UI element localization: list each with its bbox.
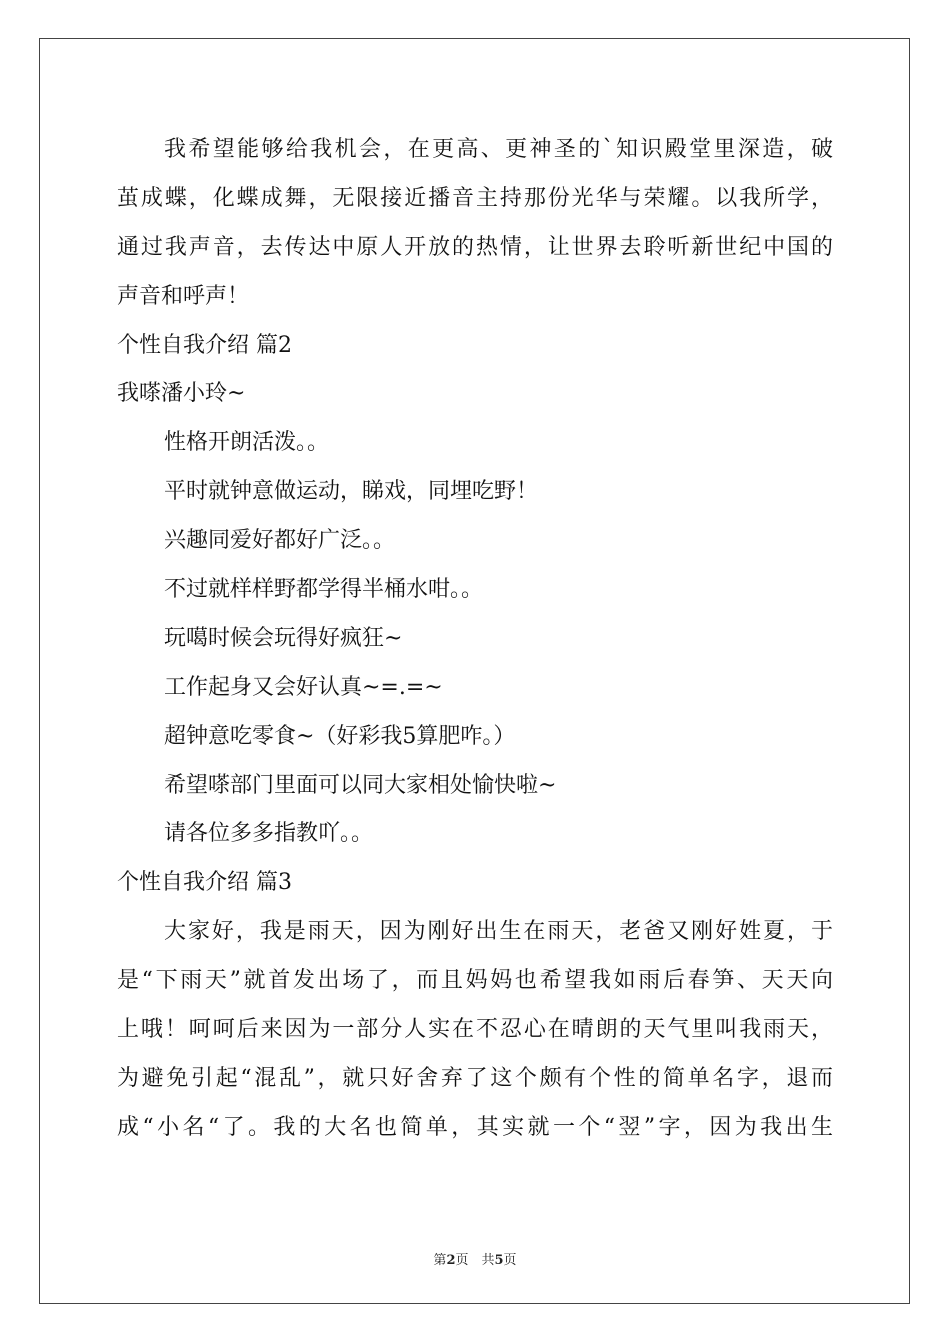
list-item: 玩噶时候会玩得好疯狂~: [164, 625, 403, 651]
paragraph-line: 上哦！呵呵后来因为一部分人实在不忍心在晴朗的天气里叫我雨天，: [117, 1017, 833, 1043]
paragraph-line: 声音和呼声！: [117, 283, 250, 309]
paragraph-line: 大家好，我是雨天，因为刚好出生在雨天，老爸又刚好姓夏，于: [164, 919, 833, 945]
list-item: 超钟意吃零食~（好彩我5算肥咋。）: [164, 723, 516, 749]
list-item: 请各位多多指教吖。。: [164, 821, 374, 847]
paragraph-line: 为避免引起“混乱”，就只好舍弃了这个颇有个性的简单名字，退而: [117, 1065, 833, 1091]
paragraph-line: 是“下雨天”就首发出场了，而且妈妈也希望我如雨后春笋、天天向: [117, 968, 833, 994]
page-current: 2: [446, 1253, 456, 1268]
page-total: 5: [494, 1253, 504, 1268]
paragraph-line: 成“小名“了。我的大名也简单，其实就一个“翌”字，因为我出生: [117, 1114, 833, 1140]
list-item: 不过就样样野都学得半桶水咁。。: [164, 577, 484, 603]
page-mid: 页 共: [455, 1253, 495, 1268]
page-prefix: 第: [433, 1253, 447, 1268]
list-item: 兴趣同爱好都好广泛。。: [164, 528, 396, 554]
paragraph-line: 茧成蝶，化蝶成舞，无限接近播音主持那份光华与荣耀。以我所学，: [117, 185, 833, 211]
intro-line: 我嗏潘小玲~: [117, 381, 246, 407]
list-item: 工作起身又会好认真~=.=~: [164, 674, 443, 700]
paragraph-line: 通过我声音，去传达中原人开放的热情，让世界去聆听新世纪中国的: [117, 234, 833, 260]
section-heading: 个性自我介绍 篇3: [117, 870, 292, 896]
page-suffix: 页: [503, 1253, 517, 1268]
list-item: 希望嗏部门里面可以同大家相处愉快啦~: [164, 772, 557, 798]
list-item: 性格开朗活泼。。: [164, 430, 330, 456]
section-heading: 个性自我介绍 篇2: [117, 332, 292, 358]
page-footer: [0, 1249, 950, 1268]
paragraph-line: 我希望能够给我机会，在更高、更神圣的`知识殿堂里深造，破: [164, 137, 833, 162]
document-body: [117, 126, 833, 1153]
list-item: 平时就钟意做运动，睇戏，同埋吃野！: [164, 479, 539, 505]
